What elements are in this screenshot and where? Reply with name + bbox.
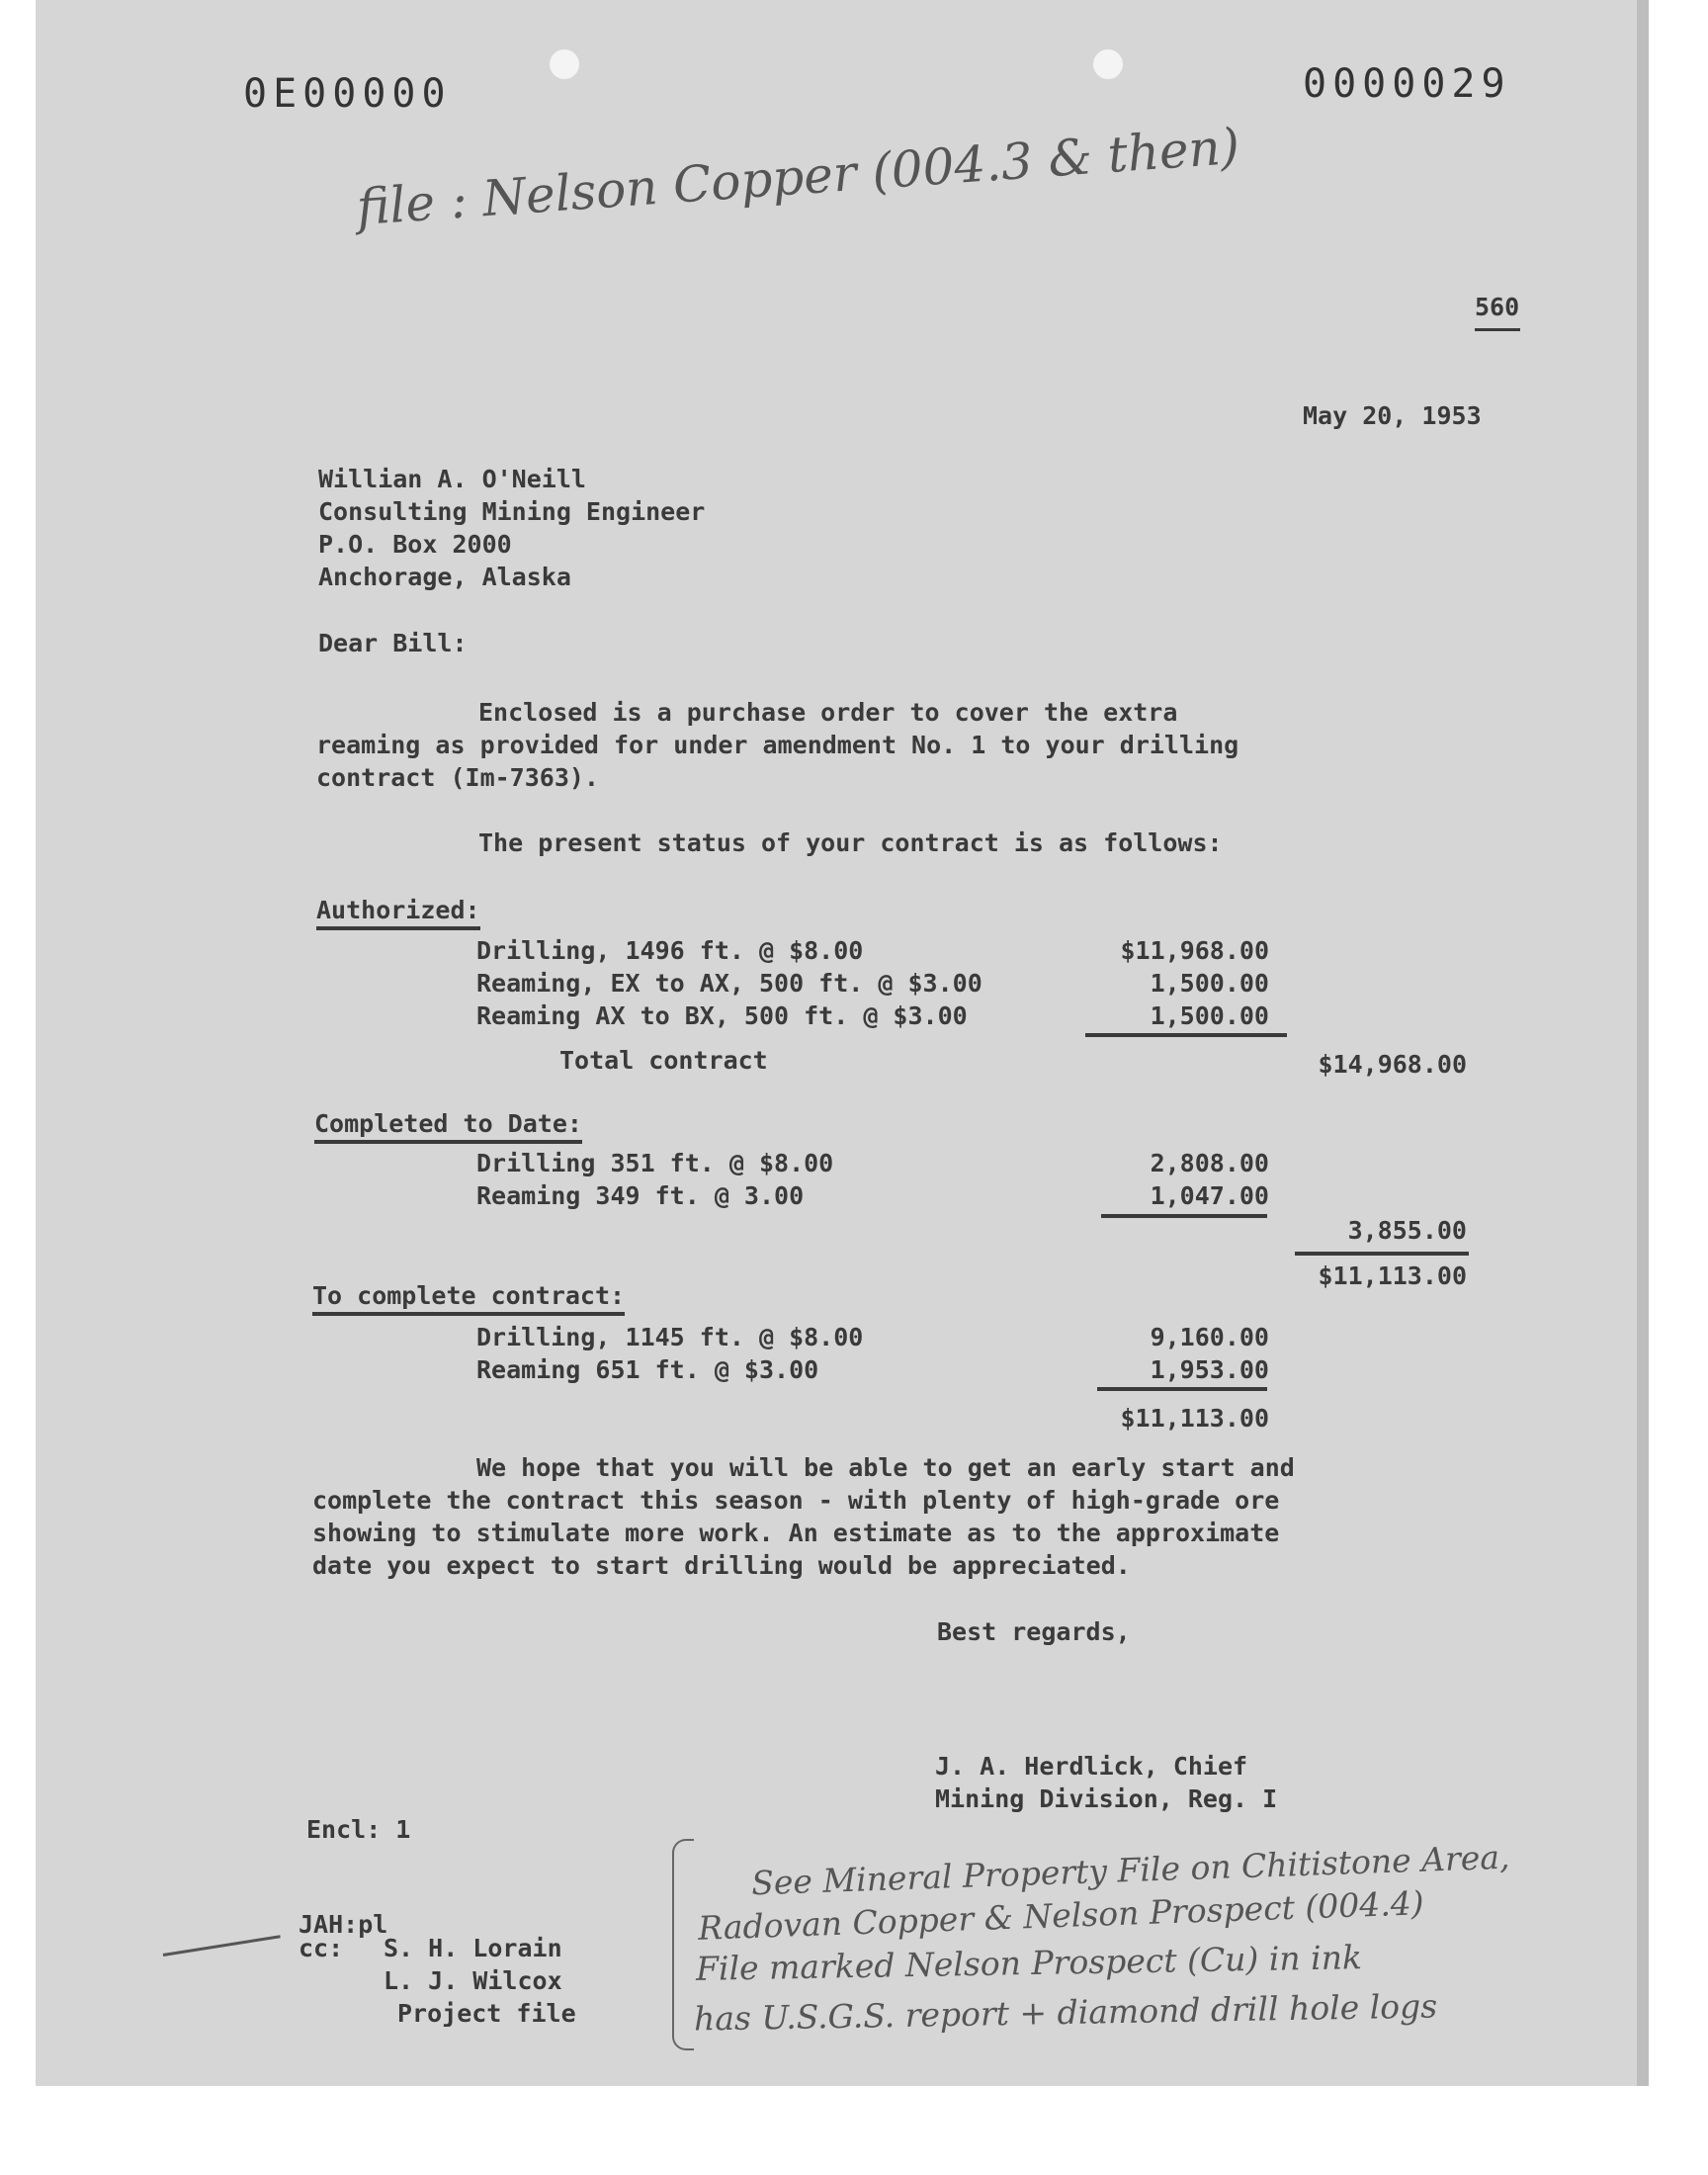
line-item-label: Reaming 651 ft. @ $3.00 — [476, 1355, 819, 1384]
address-line: Willian A. O'Neill — [318, 465, 586, 493]
address-line: Consulting Mining Engineer — [318, 497, 706, 526]
punch-hole — [550, 49, 579, 79]
line-item-label: Drilling, 1145 ft. @ $8.00 — [476, 1323, 864, 1351]
line-item-label: Drilling 351 ft. @ $8.00 — [476, 1149, 834, 1177]
paragraph-line: reaming as provided for under amendment No. 1 to your drilling — [316, 731, 1239, 759]
paragraph-line: The present status of your contract is as follows: — [478, 828, 1223, 857]
page-edge — [1637, 0, 1649, 2086]
paragraph-line: contract (Im-7363). — [316, 763, 599, 792]
paragraph-line: Enclosed is a purchase order to cover the extra — [478, 698, 1178, 727]
line-item-label: Drilling, 1496 ft. @ $8.00 — [476, 936, 864, 965]
handwritten-note-line: Radovan Copper & Nelson Prospect (004.4) — [697, 1883, 1425, 1948]
section-heading-to-complete: To complete contract: — [312, 1279, 625, 1316]
line-item-amount: 2,808.00 — [1150, 1149, 1269, 1177]
paragraph-line: date you expect to start drilling would be appreciated. — [312, 1551, 1131, 1580]
line-item-amount: 9,160.00 — [1150, 1323, 1269, 1351]
signature-line: Mining Division, Reg. I — [935, 1784, 1278, 1813]
line-item-amount: 1,500.00 — [1150, 1001, 1269, 1030]
handwritten-note-line: See Mineral Property File on Chitistone Area, — [750, 1837, 1511, 1903]
sum-rule — [1097, 1387, 1267, 1391]
handwritten-bracket — [672, 1839, 694, 2050]
cc-recipient: Project file — [397, 1999, 576, 2028]
letter-date: May 20, 1953 — [1303, 401, 1482, 430]
stamp-left: 0E00000 — [243, 71, 452, 117]
section-heading-completed: Completed to Date: — [314, 1107, 582, 1144]
remaining-amount: $11,113.00 — [1318, 1262, 1467, 1290]
section-heading-authorized: Authorized: — [316, 894, 480, 930]
number-underline — [1475, 328, 1520, 331]
initials: JAH:pl — [299, 1910, 388, 1939]
cc-label: cc: — [299, 1934, 344, 1962]
line-item-amount: $11,968.00 — [1120, 936, 1269, 965]
subtotal-amount: 3,855.00 — [1347, 1216, 1467, 1245]
address-line: Anchorage, Alaska — [318, 563, 571, 591]
sum-rule — [1085, 1033, 1287, 1037]
handwritten-file-note: file : Nelson Copper (004.3 & then) — [355, 117, 1241, 237]
line-item-label: Reaming 349 ft. @ 3.00 — [476, 1181, 805, 1210]
handwritten-note-line: has U.S.G.S. report + diamond drill hole logs — [693, 1986, 1438, 2039]
cc-recipient: S. H. Lorain — [384, 1934, 562, 1962]
punch-hole — [1093, 49, 1123, 79]
enclosure: Encl: 1 — [306, 1815, 411, 1844]
letter-number: 560 — [1475, 293, 1520, 321]
line-item-amount: 1,953.00 — [1150, 1355, 1269, 1384]
to-complete-total: $11,113.00 — [1120, 1404, 1269, 1433]
paragraph-line: showing to stimulate more work. An estimate as to the approximate — [312, 1519, 1280, 1547]
stamp-right: 0000029 — [1303, 61, 1511, 107]
handwritten-note-line: File marked Nelson Prospect (Cu) in ink — [695, 1938, 1363, 1988]
document-page — [36, 0, 1637, 2086]
total-amount: $14,968.00 — [1318, 1050, 1467, 1079]
paragraph-line: We hope that you will be able to get an early start and — [476, 1453, 1295, 1482]
cc-recipient: L. J. Wilcox — [384, 1966, 562, 1995]
paragraph-line: complete the contract this season - with plenty of high-grade ore — [312, 1486, 1280, 1515]
sum-rule — [1295, 1252, 1469, 1256]
line-item-amount: 1,500.00 — [1150, 969, 1269, 998]
line-item-label: Reaming AX to BX, 500 ft. @ $3.00 — [476, 1001, 968, 1030]
signature-line: J. A. Herdlick, Chief — [935, 1752, 1248, 1781]
closing: Best regards, — [937, 1617, 1131, 1646]
line-item-amount: 1,047.00 — [1150, 1181, 1269, 1210]
sum-rule — [1101, 1214, 1267, 1218]
address-line: P.O. Box 2000 — [318, 530, 512, 559]
total-label: Total contract — [559, 1046, 768, 1075]
salutation: Dear Bill: — [318, 629, 468, 657]
line-item-label: Reaming, EX to AX, 500 ft. @ $3.00 — [476, 969, 982, 998]
